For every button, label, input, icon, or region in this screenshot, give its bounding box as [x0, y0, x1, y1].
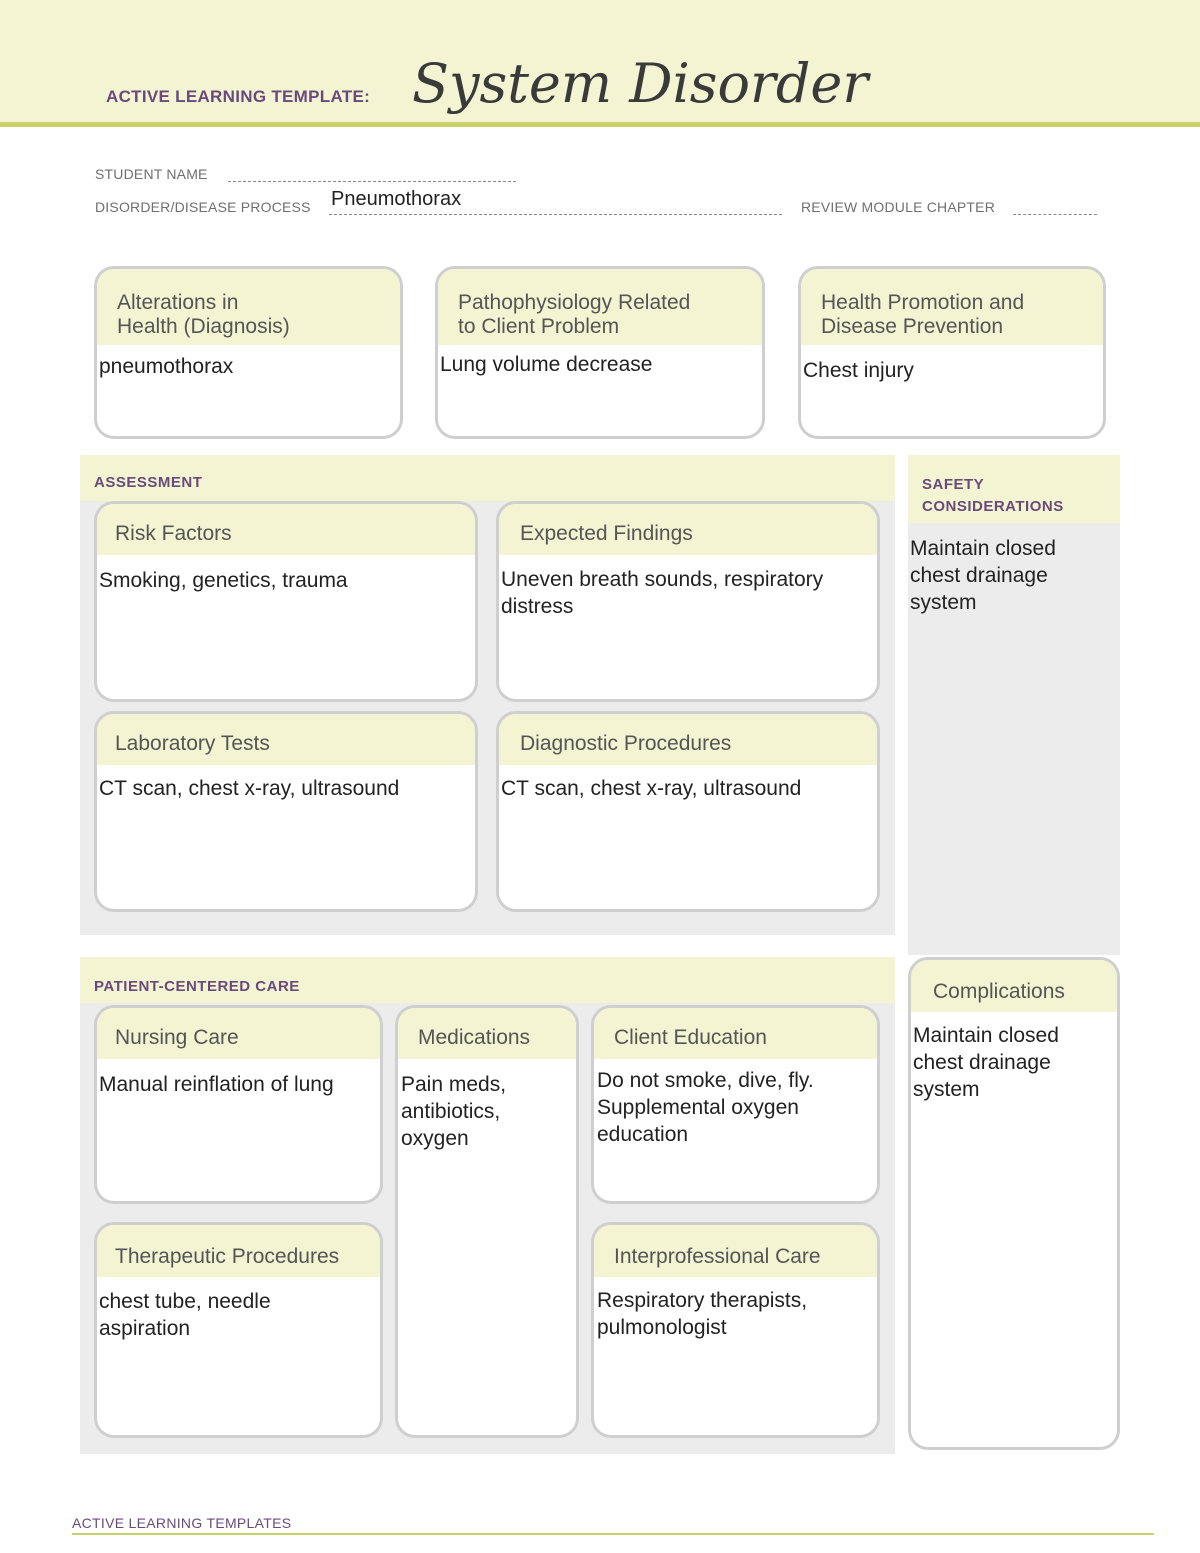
complications-heading: Complications [911, 960, 1117, 1012]
student-name-label: STUDENT NAME [95, 166, 208, 182]
header-rule [0, 122, 1200, 127]
therapeutic-procedures-content[interactable]: chest tube, needle aspiration [99, 1290, 271, 1340]
therapeutic-procedures-box [94, 1222, 383, 1438]
expected-findings-box [496, 501, 880, 702]
risk-factors-content[interactable]: Smoking, genetics, trauma [99, 569, 348, 592]
interprofessional-care-heading: Interprofessional Care [594, 1225, 877, 1277]
alterations-content[interactable]: pneumothorax [99, 355, 234, 378]
expected-findings-heading: Expected Findings [499, 504, 877, 555]
interprofessional-care-content[interactable]: Respiratory therapists, pulmonologist [597, 1289, 808, 1339]
expected-findings-content[interactable]: Uneven breath sounds, respiratory distress [501, 568, 824, 618]
safety-label: SAFETY CONSIDERATIONS [922, 476, 1064, 515]
diagnostic-procedures-heading: Diagnostic Procedures [499, 714, 877, 765]
diagnostic-procedures-box [496, 711, 880, 912]
client-education-box [591, 1005, 880, 1204]
interprofessional-care-box [591, 1222, 880, 1438]
health-promotion-content[interactable]: Chest injury [803, 359, 914, 382]
patient-care-label: PATIENT-CENTERED CARE [94, 978, 300, 995]
review-module-field[interactable] [1013, 214, 1097, 215]
medications-heading: Medications [398, 1008, 576, 1059]
risk-factors-heading: Risk Factors [97, 504, 475, 555]
laboratory-tests-box [94, 711, 478, 912]
complications-content[interactable]: Maintain closed chest drainage system [913, 1024, 1059, 1101]
alterations-box [94, 266, 403, 439]
safety-content[interactable]: Maintain closed chest drainage system [910, 537, 1056, 614]
assessment-label: ASSESSMENT [94, 474, 203, 491]
footer-rule [72, 1533, 1154, 1535]
therapeutic-procedures-heading: Therapeutic Procedures [97, 1225, 380, 1277]
laboratory-tests-content[interactable]: CT scan, chest x-ray, ultrasound [99, 777, 400, 800]
medications-box [395, 1005, 579, 1438]
risk-factors-box [94, 501, 478, 702]
client-education-heading: Client Education [594, 1008, 877, 1059]
nursing-care-content[interactable]: Manual reinflation of lung [99, 1073, 334, 1096]
medications-content[interactable]: Pain meds, antibiotics, oxygen [401, 1073, 507, 1150]
nursing-care-box [94, 1005, 383, 1204]
pathophysiology-content[interactable]: Lung volume decrease [440, 353, 653, 376]
diagnostic-procedures-content[interactable]: CT scan, chest x-ray, ultrasound [501, 777, 802, 800]
alterations-heading: Alterations in Health (Diagnosis) [97, 269, 400, 345]
complications-box [908, 957, 1120, 1450]
laboratory-tests-heading: Laboratory Tests [97, 714, 475, 765]
disorder-value: Pneumothorax [331, 188, 462, 210]
disorder-label: DISORDER/DISEASE PROCESS [95, 199, 311, 215]
pathophysiology-box [435, 266, 765, 439]
pathophysiology-heading: Pathophysiology Related to Client Problem [438, 269, 762, 345]
disorder-field[interactable] [329, 214, 782, 215]
health-promotion-box [798, 266, 1106, 439]
footer-label: ACTIVE LEARNING TEMPLATES [72, 1515, 292, 1531]
health-promotion-heading: Health Promotion and Disease Prevention [801, 269, 1103, 345]
template-label: ACTIVE LEARNING TEMPLATE: [106, 87, 371, 106]
student-name-field[interactable] [228, 181, 516, 182]
nursing-care-heading: Nursing Care [97, 1008, 380, 1059]
safety-panel [908, 455, 1120, 955]
page-title: System Disorder [412, 52, 869, 115]
review-module-label: REVIEW MODULE CHAPTER [801, 199, 995, 215]
client-education-content[interactable]: Do not smoke, dive, fly. Supplemental oxygen education [597, 1069, 814, 1146]
